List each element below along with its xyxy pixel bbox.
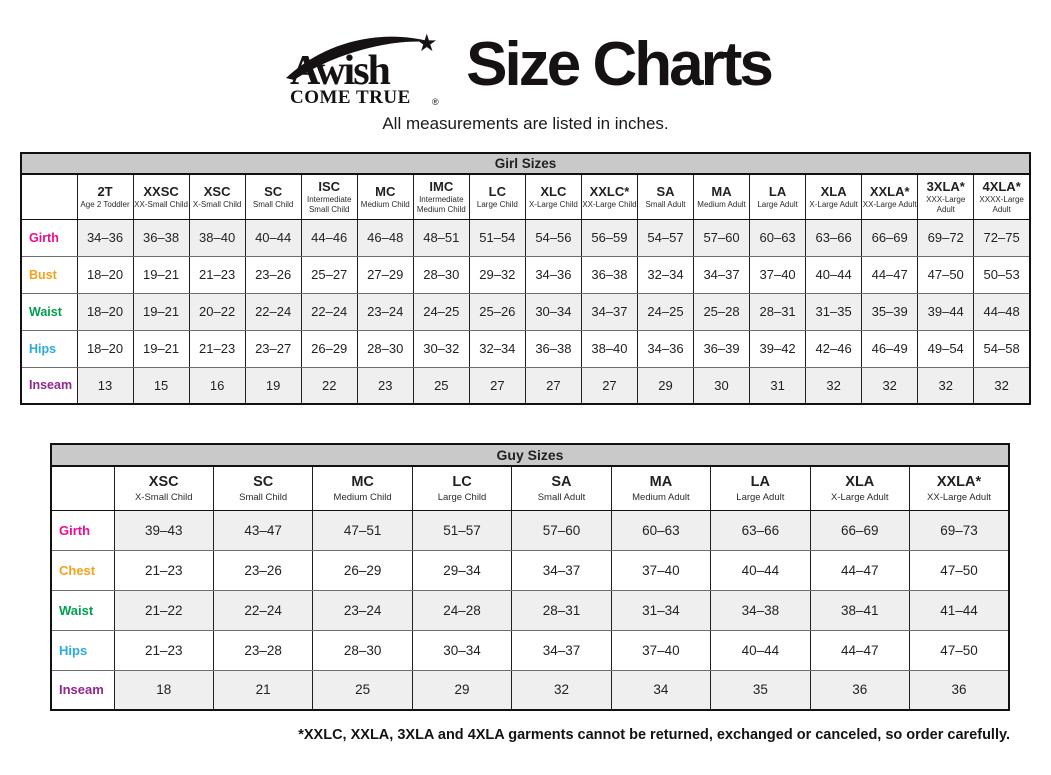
size-cell: 20–22 [189,293,245,330]
size-description: XX-Large Adult [862,199,917,209]
awish-come-true-logo [280,26,452,110]
size-cell: 46–49 [862,330,918,367]
size-cell: 23 [357,367,413,404]
row-label: Waist [21,293,77,330]
size-cell: 44–48 [974,293,1030,330]
size-code: SA [551,474,572,491]
guy-size-column-header [810,466,909,510]
guy-size-column-header [512,466,611,510]
size-description: X-Large Adult [809,199,858,209]
size-code: XXLC* [589,184,630,200]
size-cell: 24–28 [412,590,511,630]
size-cell: 34 [611,670,710,710]
guy-sizes-table [50,443,1010,711]
size-cell: 28–30 [313,630,412,670]
size-cell: 25–27 [301,256,357,293]
girl-row-girth [21,219,1030,256]
size-cell: 37–40 [611,630,710,670]
size-description: Large Child [476,199,518,209]
size-cell: 36–38 [525,330,581,367]
size-cell: 22–24 [213,590,312,630]
size-cell: 22 [301,367,357,404]
guy-size-column-header [412,466,511,510]
size-cell: 27 [581,367,637,404]
girl-sizes-table [20,152,1031,405]
size-cell: 44–46 [301,219,357,256]
size-description: Medium Adult [697,199,746,209]
size-cell: 40–44 [806,256,862,293]
row-label: Girth [21,219,77,256]
logo-star-icon: ★ [416,30,438,57]
size-cell: 42–46 [806,330,862,367]
size-cell: 44–47 [810,550,909,590]
size-cell: 41–44 [910,590,1010,630]
size-code: LA [768,184,787,200]
size-cell: 47–51 [313,510,412,550]
size-cell: 32–34 [469,330,525,367]
size-code: XXSC [143,184,179,200]
size-cell: 21–22 [114,590,213,630]
size-cell: 38–41 [810,590,909,630]
size-cell: 57–60 [512,510,611,550]
size-cell: 32–34 [637,256,693,293]
size-cell: 35–39 [862,293,918,330]
size-cell: 38–40 [189,219,245,256]
size-cell: 21–23 [114,550,213,590]
guy-size-column-header [114,466,213,510]
girl-size-column-header [694,174,750,219]
row-label: Hips [51,630,114,670]
size-cell: 25 [313,670,412,710]
size-cell: 26–29 [313,550,412,590]
guy-header-row [51,466,1009,510]
size-cell: 30–34 [412,630,511,670]
footnote: *XXLC, XXLA, 3XLA and 4XLA garments cannot be returned, exchanged or canceled, so order carefully. [298,727,1010,743]
size-code: SA [656,184,675,200]
size-code: IMC [429,179,454,195]
row-label: Hips [21,330,77,367]
size-cell: 43–47 [213,510,312,550]
guy-size-column-header [910,466,1010,510]
size-code: LA [750,474,771,491]
size-description: Small Adult [645,199,686,209]
page-subtitle: All measurements are listed in inches. [382,114,669,133]
size-cell: 44–47 [810,630,909,670]
size-cell: 18–20 [77,256,133,293]
guy-row-hips [51,630,1009,670]
size-cell: 23–26 [245,256,301,293]
size-code: LC [452,474,472,491]
size-cell: 23–24 [313,590,412,630]
size-cell: 46–48 [357,219,413,256]
size-cell: 26–29 [301,330,357,367]
size-description: XX-Large Child [582,199,637,209]
size-cell: 23–26 [213,550,312,590]
size-cell: 32 [512,670,611,710]
size-cell: 60–63 [750,219,806,256]
size-cell: 23–27 [245,330,301,367]
size-cell: 32 [974,367,1030,404]
size-cell: 54–58 [974,330,1030,367]
size-cell: 18–20 [77,293,133,330]
size-cell: 63–66 [806,219,862,256]
size-description: Small Adult [537,491,586,503]
girl-size-column-header [581,174,637,219]
size-cell: 18 [114,670,213,710]
size-cell: 19–21 [133,256,189,293]
size-cell: 27 [469,367,525,404]
size-cell: 60–63 [611,510,710,550]
size-cell: 57–60 [694,219,750,256]
guy-corner-cell [51,466,114,510]
guy-size-column-header [213,466,312,510]
size-cell: 18–20 [77,330,133,367]
size-description: X-Small Child [192,199,242,209]
girl-size-column-header [918,174,974,219]
size-code: 3XLA* [926,179,965,195]
size-cell: 47–50 [910,630,1010,670]
size-cell: 34–37 [694,256,750,293]
size-cell: 39–43 [114,510,213,550]
size-code: XLA [820,184,847,200]
size-cell: 27–29 [357,256,413,293]
size-cell: 40–44 [245,219,301,256]
girl-row-bust [21,256,1030,293]
size-code: 2T [97,184,113,200]
size-cell: 30–34 [525,293,581,330]
size-cell: 72–75 [974,219,1030,256]
row-label: Inseam [51,670,114,710]
size-cell: 39–44 [918,293,974,330]
size-cell: 21–23 [189,256,245,293]
girl-header-row [21,174,1030,219]
size-code: LC [488,184,507,200]
size-description: Large Adult [757,199,798,209]
size-cell: 19–21 [133,330,189,367]
size-cell: 50–53 [974,256,1030,293]
girl-size-column-header [862,174,918,219]
size-cell: 32 [862,367,918,404]
brand-row [0,26,1051,110]
size-cell: 31–34 [611,590,710,630]
size-cell: 66–69 [862,219,918,256]
size-cell: 23–24 [357,293,413,330]
size-cell: 47–50 [918,256,974,293]
size-description: X-Large Child [528,199,578,209]
girl-row-waist [21,293,1030,330]
row-label: Chest [51,550,114,590]
size-cell: 30 [694,367,750,404]
size-cell: 44–47 [862,256,918,293]
size-cell: 69–72 [918,219,974,256]
size-cell: 29 [637,367,693,404]
size-cell: 36–38 [581,256,637,293]
size-code: XXLA* [869,184,910,200]
size-cell: 21–23 [114,630,213,670]
girl-table-title: Girl Sizes [21,153,1030,174]
girl-size-column-header [77,174,133,219]
page-header [0,0,1051,134]
size-cell: 25–26 [469,293,525,330]
guy-size-column-header [711,466,810,510]
guy-row-inseam [51,670,1009,710]
row-label: Waist [51,590,114,630]
size-cell: 69–73 [910,510,1010,550]
size-cell: 36 [810,670,909,710]
size-cell: 36 [910,670,1010,710]
girl-size-column-header [413,174,469,219]
size-cell: 25–28 [694,293,750,330]
size-cell: 23–28 [213,630,312,670]
size-description: XX-Small Child [134,199,188,209]
size-cell: 21 [213,670,312,710]
size-cell: 27 [525,367,581,404]
size-cell: 29 [412,670,511,710]
size-cell: 34–37 [581,293,637,330]
size-cell: 16 [189,367,245,404]
size-code: 4XLA* [982,179,1021,195]
size-cell: 13 [77,367,133,404]
size-cell: 28–30 [357,330,413,367]
size-cell: 49–54 [918,330,974,367]
guy-size-column-header [611,466,710,510]
size-code: MC [351,474,374,491]
size-cell: 34–38 [711,590,810,630]
size-cell: 38–40 [581,330,637,367]
size-description: Medium Adult [632,491,690,503]
size-cell: 29–34 [412,550,511,590]
size-cell: 21–23 [189,330,245,367]
size-description: Small Child [252,199,294,209]
size-cell: 37–40 [611,550,710,590]
size-cell: 30–32 [413,330,469,367]
size-cell: 54–57 [637,219,693,256]
size-code: SC [264,184,283,200]
size-description: Intermediate Small Child [306,194,352,214]
size-cell: 29–32 [469,256,525,293]
size-cell: 35 [711,670,810,710]
girl-row-hips [21,330,1030,367]
size-description: Small Child [239,491,288,503]
size-description: Medium Child [360,199,410,209]
size-description: Large Child [437,491,487,503]
size-cell: 54–56 [525,219,581,256]
page-title: Size Charts [466,30,771,99]
size-cell: 36–39 [694,330,750,367]
logo-wordmark: Awish [290,48,390,94]
size-description: XXX-Large Adult [926,194,966,214]
size-description: X-Large Adult [830,491,889,503]
size-cell: 34–36 [637,330,693,367]
size-cell: 32 [918,367,974,404]
size-code: MA [649,474,673,491]
girl-title-band [21,153,1030,174]
size-code: XXLA* [936,474,982,491]
girl-size-column-header [301,174,357,219]
girl-row-inseam [21,367,1030,404]
girl-size-column-header [189,174,245,219]
size-cell: 37–40 [750,256,806,293]
size-cell: 40–44 [711,630,810,670]
girl-size-column-header [469,174,525,219]
girl-corner-cell [21,174,77,219]
guy-row-chest [51,550,1009,590]
size-cell: 56–59 [581,219,637,256]
guy-size-column-header [313,466,412,510]
size-description: XX-Large Adult [927,491,991,503]
girl-size-column-header [245,174,301,219]
row-label: Inseam [21,367,77,404]
guy-table-title: Guy Sizes [51,444,1009,466]
girl-size-column-header [525,174,581,219]
size-cell: 19–21 [133,293,189,330]
size-code: XLC [540,184,567,200]
size-description: Intermediate Medium Child [416,194,466,214]
size-description: XXXX-Large Adult [979,194,1024,214]
size-cell: 31 [750,367,806,404]
girl-size-column-header [806,174,862,219]
size-cell: 28–31 [512,590,611,630]
size-code: XLA [845,474,875,491]
size-description: Age 2 Toddler [80,199,130,209]
size-code: MC [375,184,396,200]
logo-registered-mark: ® [432,97,439,107]
size-cell: 34–36 [77,219,133,256]
girl-size-column-header [133,174,189,219]
size-cell: 15 [133,367,189,404]
guy-title-band [51,444,1009,466]
size-description: Large Adult [736,491,785,503]
size-code: ISC [318,179,341,195]
girl-size-column-header [974,174,1030,219]
size-code: MA [711,184,732,200]
size-cell: 28–31 [750,293,806,330]
size-cell: 31–35 [806,293,862,330]
size-cell: 22–24 [301,293,357,330]
size-cell: 48–51 [413,219,469,256]
size-code: XSC [148,474,179,491]
row-label: Bust [21,256,77,293]
size-cell: 34–37 [512,550,611,590]
size-cell: 32 [806,367,862,404]
size-cell: 22–24 [245,293,301,330]
size-cell: 39–42 [750,330,806,367]
size-cell: 51–57 [412,510,511,550]
size-cell: 34–36 [525,256,581,293]
size-cell: 34–37 [512,630,611,670]
size-code: SC [253,474,274,491]
size-description: Medium Child [333,491,392,503]
size-description: X-Small Child [134,491,193,503]
guy-row-waist [51,590,1009,630]
girl-size-column-header [357,174,413,219]
logo-tagline: COME TRUE [290,87,411,108]
size-cell: 36–38 [133,219,189,256]
guy-row-girth [51,510,1009,550]
size-cell: 40–44 [711,550,810,590]
size-cell: 63–66 [711,510,810,550]
size-cell: 66–69 [810,510,909,550]
size-cell: 47–50 [910,550,1010,590]
size-code: XSC [203,184,231,200]
row-label: Girth [51,510,114,550]
girl-size-column-header [637,174,693,219]
size-cell: 19 [245,367,301,404]
size-cell: 28–30 [413,256,469,293]
size-cell: 24–25 [637,293,693,330]
size-cell: 25 [413,367,469,404]
girl-size-column-header [750,174,806,219]
size-cell: 24–25 [413,293,469,330]
size-cell: 51–54 [469,219,525,256]
